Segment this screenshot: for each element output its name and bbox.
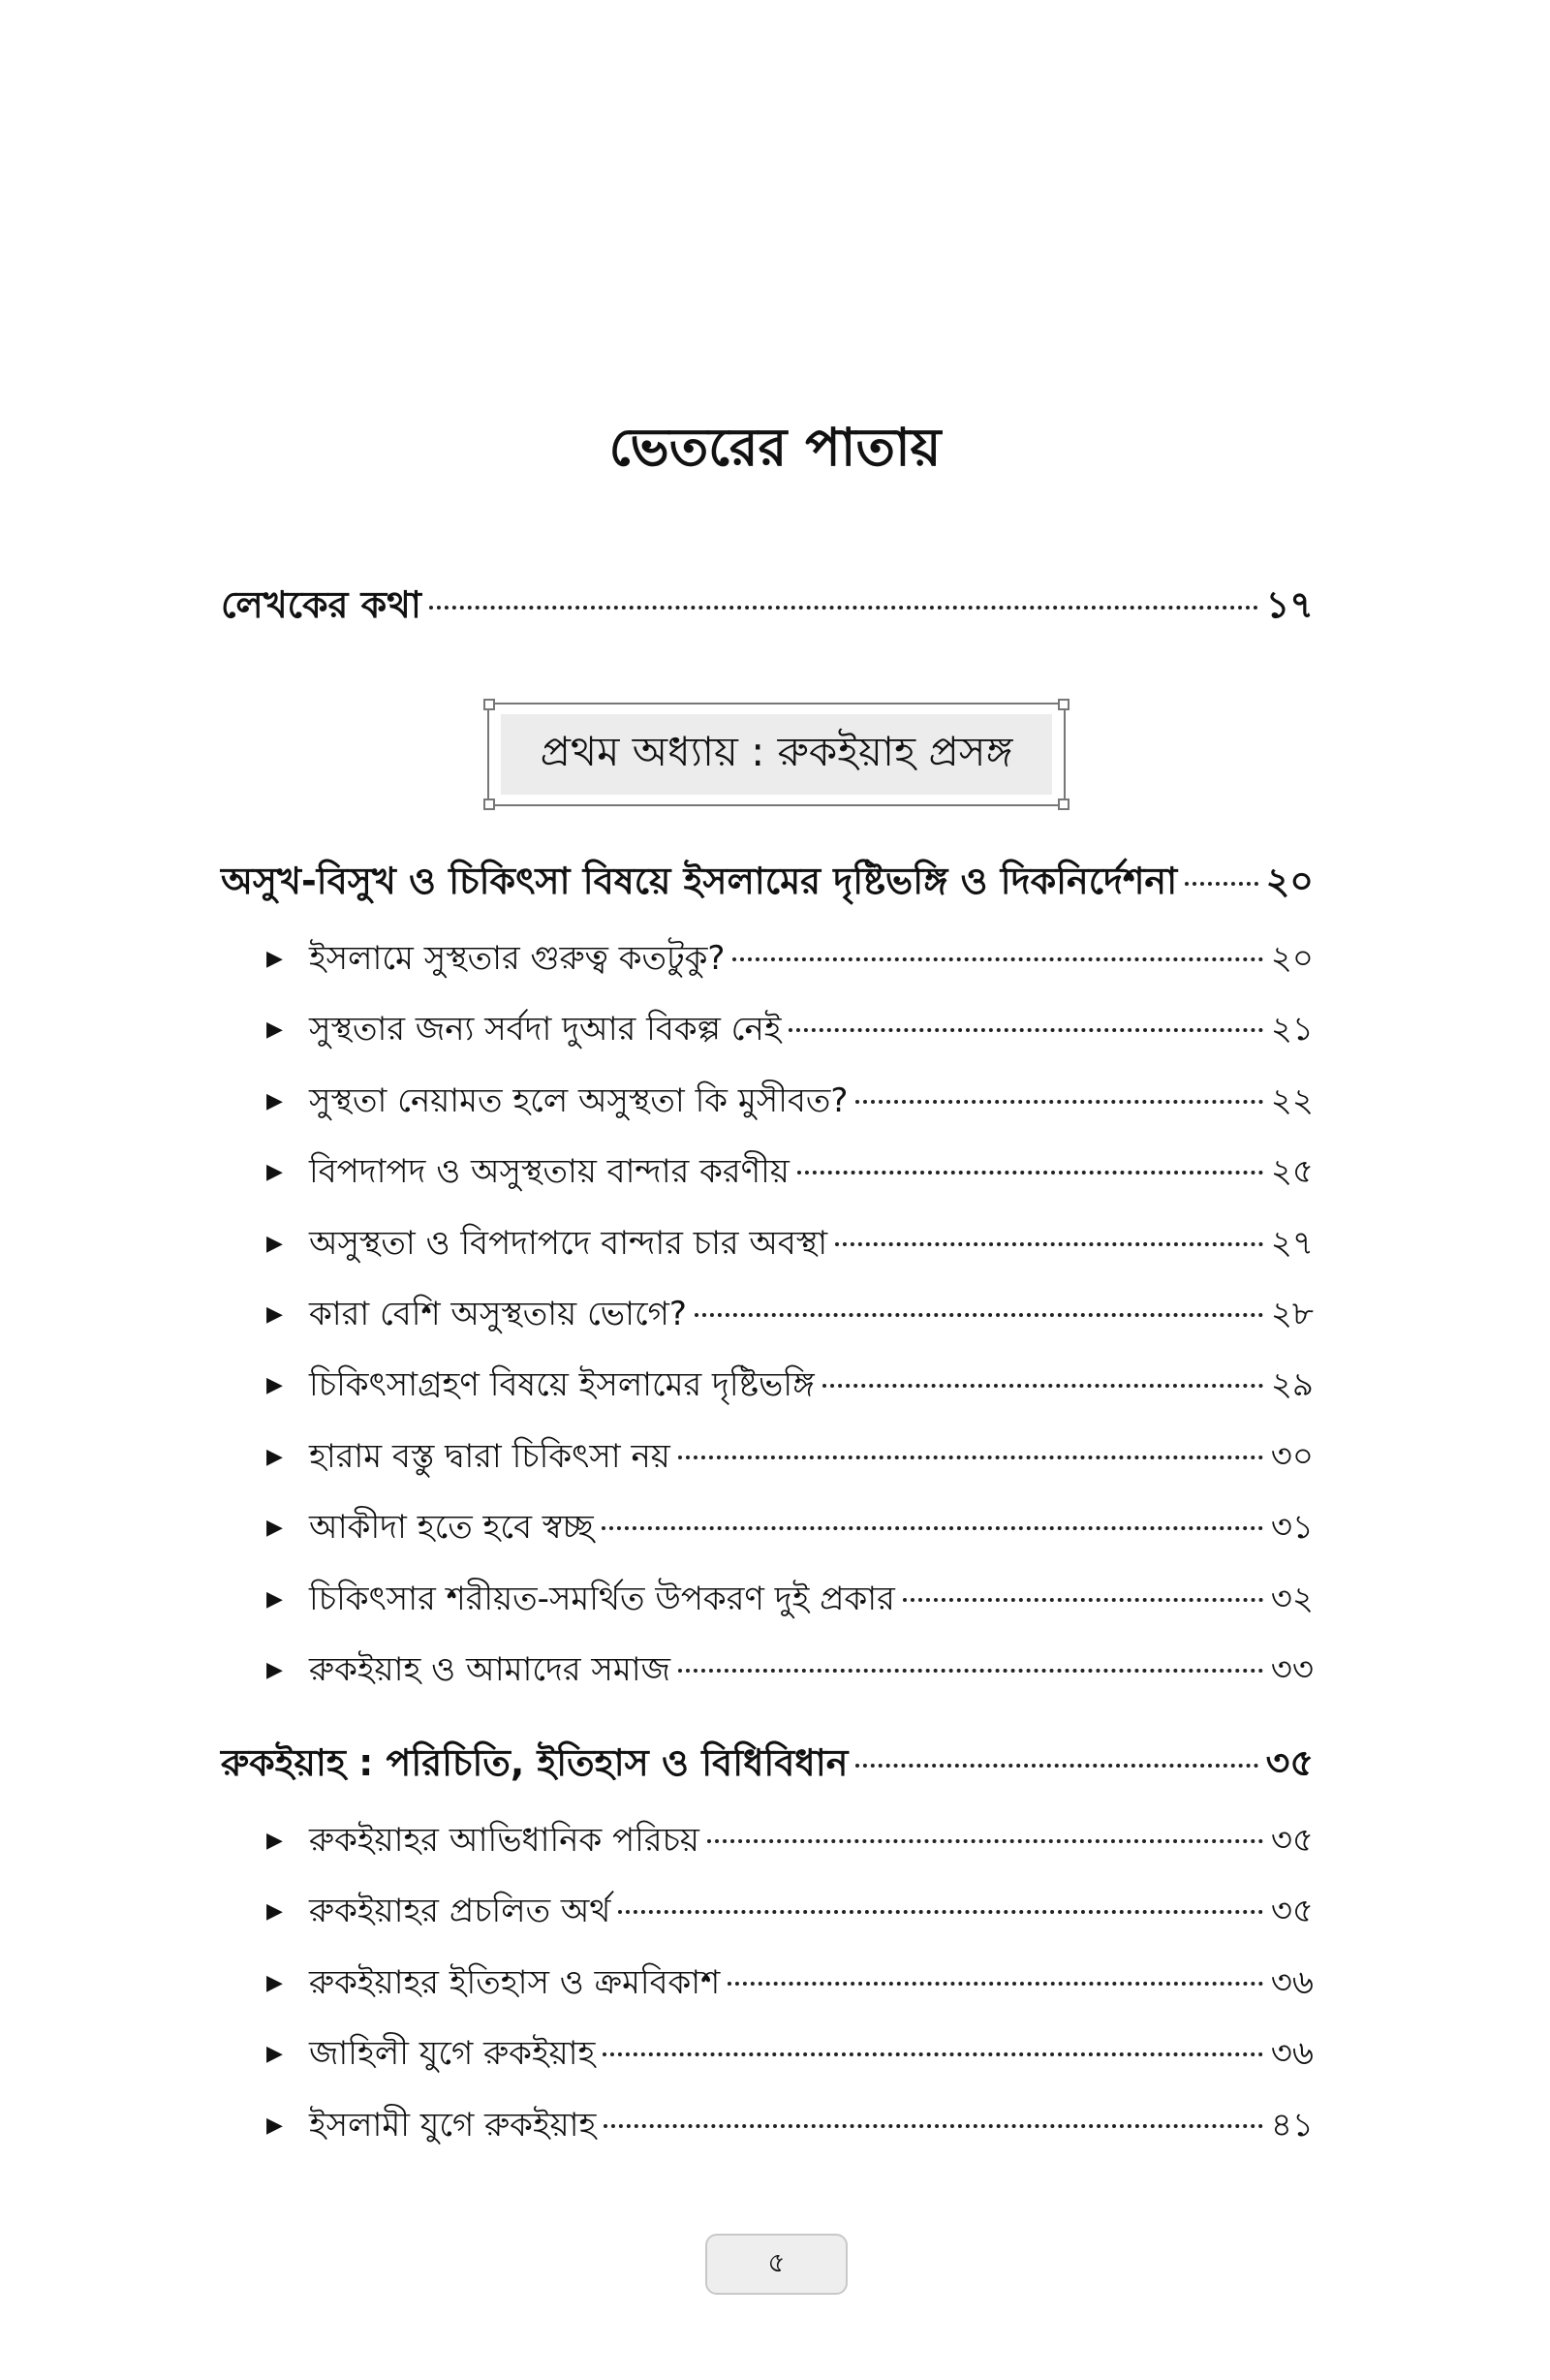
toc-page: ২১: [1270, 1010, 1314, 1049]
toc-page: ৩৫: [1270, 1821, 1314, 1860]
chapter-heading: প্রথম অধ্যায় : রুকইয়াহ প্রসঙ্গ: [501, 714, 1052, 795]
toc-label: অসুস্থতা ও বিপদাপদে বান্দার চার অবস্থা: [309, 1223, 828, 1263]
toc-label: রুকইয়াহর আভিধানিক পরিচয়: [309, 1821, 699, 1860]
toc-page: ১৭: [1265, 583, 1314, 626]
page-title: ভেতরের পাতায়: [608, 417, 942, 478]
dot-leader: [678, 1456, 1263, 1459]
toc-item: [266, 1004, 1314, 1059]
corner-ornament: [1058, 699, 1070, 710]
toc-label: ইসলামে সুস্থতার গুরুত্ব কতটুকু?: [309, 939, 726, 978]
toc-page: ২০: [1265, 860, 1314, 902]
bullet-icon: ▶: [266, 1586, 283, 1612]
dot-leader: [604, 2124, 1262, 2128]
toc-page: ৩৬: [1270, 1962, 1314, 2002]
toc-item: [266, 1289, 1314, 1344]
bullet-icon: ▶: [266, 2113, 283, 2138]
toc-label: সুস্থতা নেয়ামত হলে অসুস্থতা কি মুসীবত?: [309, 1080, 849, 1120]
dot-leader: [822, 1384, 1263, 1388]
toc-item: [266, 1957, 1314, 2013]
dot-leader: [903, 1598, 1263, 1602]
corner-ornament: [483, 699, 495, 710]
toc-label: কারা বেশি অসুস্থতায় ভোগে?: [309, 1295, 687, 1333]
dot-leader: [855, 1100, 1262, 1104]
toc-label: অসুখ-বিসুখ ও চিকিৎসা বিষয়ে ইসলামের দৃষ্টিভঙ্গি ও দিকনির্দেশনা: [221, 860, 1178, 902]
toc-label: লেখকের কথা: [221, 583, 421, 626]
page-number: ৫: [705, 2234, 848, 2295]
dot-leader: [797, 1171, 1263, 1174]
toc-label: রুকইয়াহ : পরিচিতি, ইতিহাস ও বিধিবিধান: [221, 1741, 849, 1784]
toc-label: রুকইয়াহর প্রচলিত অর্থ: [309, 1892, 611, 1931]
toc-page: ২২: [1270, 1080, 1314, 1120]
toc-page: ৩৩: [1270, 1650, 1314, 1689]
toc-page: ৩৫: [1270, 1892, 1314, 1931]
toc-page: ২৫: [1270, 1152, 1314, 1192]
bullet-icon: ▶: [266, 1970, 283, 1995]
toc-section: [221, 853, 1314, 915]
bullet-icon: ▶: [266, 1373, 283, 1398]
toc-item: [266, 933, 1314, 988]
toc-label: ইসলামী যুগে রুকইয়াহ: [309, 2105, 597, 2145]
dot-leader: [695, 1313, 1263, 1317]
toc-entry-preface: [221, 577, 1314, 639]
toc-label: চিকিৎসার শরীয়ত-সমর্থিত উপকরণ দুই প্রকার: [309, 1579, 895, 1618]
toc-item: [266, 2028, 1314, 2083]
toc-label: বিপদাপদ ও অসুস্থতায় বান্দার করণীয়: [309, 1152, 790, 1192]
toc-label: চিকিৎসাগ্রহণ বিষয়ে ইসলামের দৃষ্টিভঙ্গি: [309, 1365, 815, 1405]
bullet-icon: ▶: [266, 1231, 283, 1256]
toc-page: ৩৬: [1270, 2034, 1314, 2074]
bullet-icon: ▶: [266, 1302, 283, 1327]
toc-item: [266, 2100, 1314, 2155]
dot-leader: [855, 1764, 1257, 1768]
toc-item: [266, 1431, 1314, 1487]
bullet-icon: ▶: [266, 1899, 283, 1925]
toc-page: ২০: [1270, 939, 1314, 978]
toc-item: [266, 1886, 1314, 1941]
toc-page: ৩১: [1270, 1508, 1314, 1548]
bullet-icon: ▶: [266, 947, 283, 971]
toc-page: ৩০: [1270, 1436, 1314, 1476]
chapter-heading-box: [487, 703, 1066, 806]
toc-page: ২৯: [1270, 1365, 1314, 1405]
bullet-icon: ▶: [266, 1088, 283, 1113]
toc-item: [266, 1574, 1314, 1629]
toc-item: [266, 1502, 1314, 1557]
corner-ornament: [1058, 799, 1070, 810]
dot-leader: [728, 1982, 1262, 1986]
bullet-icon: ▶: [266, 1516, 283, 1541]
toc-label: হারাম বস্তু দ্বারা চিকিৎসা নয়: [309, 1436, 670, 1476]
dot-leader: [732, 957, 1262, 961]
toc-label: রুকইয়াহ ও আমাদের সমাজ: [309, 1650, 670, 1689]
toc-page: ২৮: [1270, 1295, 1314, 1333]
corner-ornament: [483, 799, 495, 810]
dot-leader: [603, 2052, 1262, 2056]
toc-item: [266, 1146, 1314, 1202]
toc-label: আকীদা হতে হবে স্বচ্ছ: [309, 1508, 594, 1548]
dot-leader: [1185, 882, 1257, 886]
bullet-icon: ▶: [266, 1444, 283, 1469]
toc-page: ৩২: [1270, 1579, 1314, 1618]
bullet-icon: ▶: [266, 1658, 283, 1682]
bullet-icon: ▶: [266, 2042, 283, 2067]
toc-item: [266, 1360, 1314, 1415]
toc-item: [266, 1076, 1314, 1131]
dot-leader: [602, 1526, 1263, 1530]
toc-label: রুকইয়াহর ইতিহাস ও ক্রমবিকাশ: [309, 1962, 721, 2002]
toc-section: [221, 1735, 1314, 1797]
bullet-icon: ▶: [266, 1018, 283, 1043]
toc-label: জাহিলী যুগে রুকইয়াহ: [309, 2034, 596, 2074]
toc-page: ২৭: [1270, 1223, 1314, 1263]
dot-leader: [429, 606, 1258, 610]
bullet-icon: ▶: [266, 1829, 283, 1853]
toc-label: সুস্থতার জন্য সর্বদা দুআর বিকল্প নেই: [309, 1010, 782, 1049]
toc-item: [266, 1644, 1314, 1700]
bullet-icon: ▶: [266, 1160, 283, 1185]
toc-item: [266, 1218, 1314, 1273]
dot-leader: [678, 1669, 1263, 1673]
dot-leader: [707, 1839, 1263, 1843]
dot-leader: [835, 1242, 1263, 1246]
toc-page: ৪১: [1270, 2105, 1314, 2145]
toc-page: ৩৫: [1265, 1741, 1314, 1784]
toc-item: [266, 1815, 1314, 1870]
dot-leader: [618, 1910, 1262, 1914]
dot-leader: [789, 1028, 1262, 1032]
